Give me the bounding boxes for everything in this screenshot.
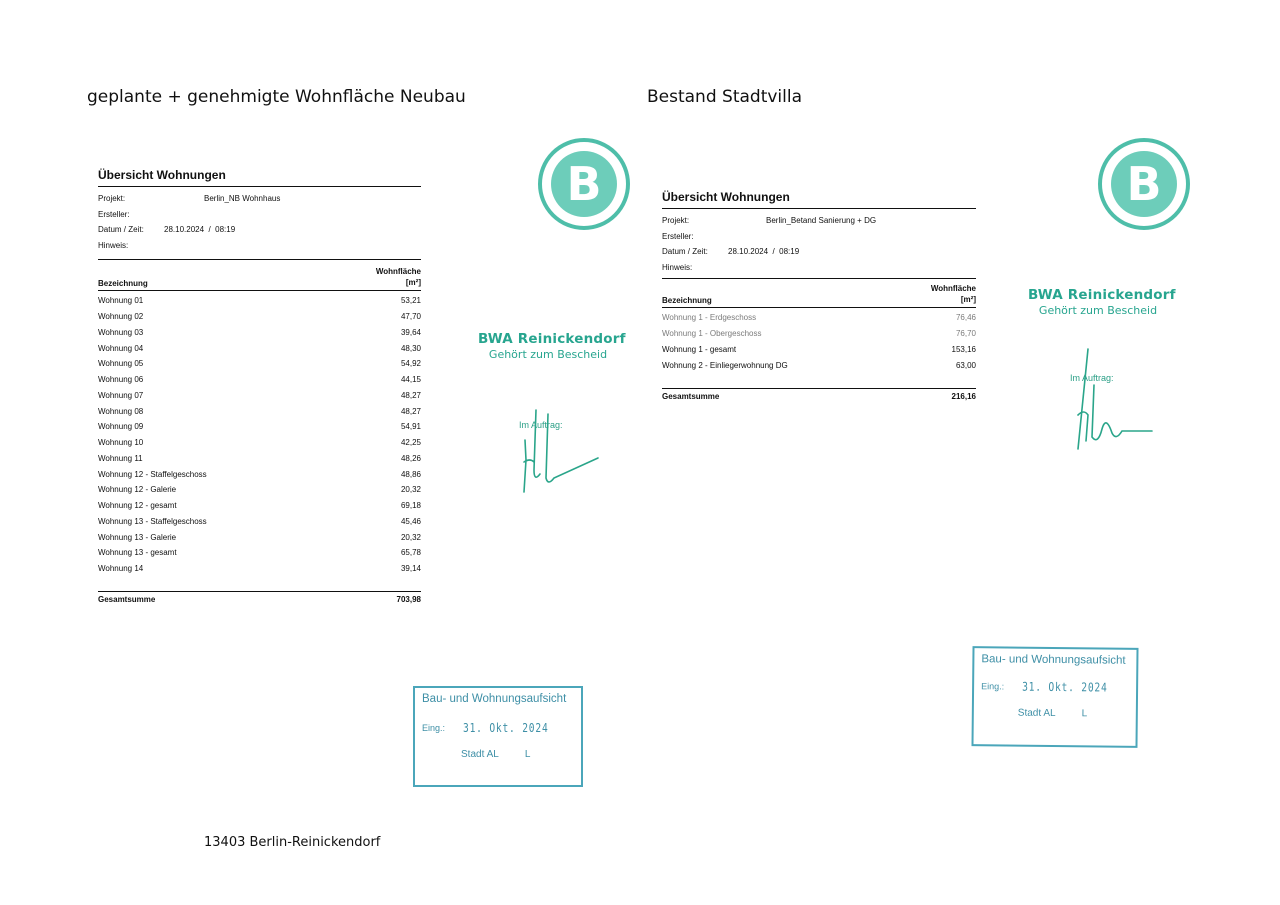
apartment-name: Wohnung 1 - Obergeschoss xyxy=(662,329,762,339)
apartment-name: Wohnung 1 - Erdgeschoss xyxy=(662,313,757,323)
column-header-area-label: Wohnfläche xyxy=(375,267,421,276)
meta-label: Hinweis: xyxy=(662,262,693,272)
bwa-logo-stamp-left xyxy=(537,137,631,231)
column-header-name: Bezeichnung xyxy=(662,296,712,305)
total-row xyxy=(662,388,976,401)
receipt-date-line xyxy=(415,721,581,735)
apartment-name: Wohnung 04 xyxy=(98,343,144,353)
table-row xyxy=(98,340,421,356)
apartment-name: Wohnung 06 xyxy=(98,375,144,385)
receipt-eing-label: Eing.: xyxy=(981,681,1005,692)
apartment-area: 44,15 xyxy=(400,375,421,385)
apartment-area: 153,16 xyxy=(951,344,976,354)
receipt-suffix: L xyxy=(1081,708,1088,720)
column-header-area-label: Wohnfläche xyxy=(930,284,976,293)
receipt-city: Stadt AL xyxy=(1017,707,1056,720)
receipt-date-line xyxy=(974,679,1136,695)
table-row xyxy=(662,342,976,358)
meta-value: Berlin_NB Wohnhaus xyxy=(204,194,281,204)
apartment-area: 20,32 xyxy=(400,485,421,495)
table-row xyxy=(98,293,421,309)
receipt-date: 31. Okt. 2024 xyxy=(463,721,549,735)
apartment-rows xyxy=(98,293,421,577)
table-row xyxy=(98,466,421,482)
sheet-title: Übersicht Wohnungen xyxy=(662,190,976,209)
table-row xyxy=(98,561,421,577)
apartment-name: Wohnung 05 xyxy=(98,359,144,369)
meta-label: Ersteller: xyxy=(662,231,694,241)
meta-value: Berlin_Betand Sanierung + DG xyxy=(766,216,877,226)
meta-label: Hinweis: xyxy=(98,240,129,250)
receipt-stamp-left xyxy=(413,686,583,787)
apartment-area: 39,14 xyxy=(400,564,421,574)
table-header xyxy=(98,259,421,291)
right-section-heading: Bestand Stadtvilla xyxy=(647,87,803,107)
bwa-logo-letter: B xyxy=(566,157,602,211)
apartment-name: Wohnung 12 - Galerie xyxy=(98,485,177,495)
receipt-city: Stadt AL xyxy=(461,749,499,760)
apartment-area: 39,64 xyxy=(400,327,421,337)
apartment-area: 48,27 xyxy=(400,406,421,416)
apartment-name: Wohnung 2 - Einliegerwohnung DG xyxy=(662,360,788,370)
receipt-eing-label: Eing.: xyxy=(422,723,446,733)
table-header xyxy=(662,278,976,308)
total-label: Gesamtsumme xyxy=(98,594,156,604)
apartment-name: Wohnung 12 - Staffelgeschoss xyxy=(98,469,207,479)
meta-label: Datum / Zeit: xyxy=(662,247,708,257)
bwa-name: BWA Reinickendorf xyxy=(1028,287,1176,303)
project-meta xyxy=(662,213,976,275)
table-row xyxy=(98,403,421,419)
apartment-name: Wohnung 01 xyxy=(98,296,144,306)
receipt-stamp-title: Bau- und Wohnungsaufsicht xyxy=(422,693,567,705)
bwa-logo-letter: B xyxy=(1126,157,1162,211)
meta-row-datetime xyxy=(662,244,976,260)
apartment-rows xyxy=(662,310,976,373)
column-header-area xyxy=(376,266,421,288)
bwa-subtitle: Gehört zum Bescheid xyxy=(488,348,608,361)
total-value: 703,98 xyxy=(396,594,421,604)
apartment-name: Wohnung 13 - Staffelgeschoss xyxy=(98,516,207,526)
receipt-stamp-title: Bau- und Wohnungsaufsicht xyxy=(981,653,1126,667)
meta-label: Ersteller: xyxy=(98,209,130,219)
meta-row-note xyxy=(98,238,421,254)
apartment-area: 53,21 xyxy=(400,296,421,306)
table-row xyxy=(98,529,421,545)
table-row xyxy=(98,419,421,435)
table-row xyxy=(662,326,976,342)
meta-row-author xyxy=(662,229,976,245)
apartment-area: 20,32 xyxy=(400,532,421,542)
apartment-area: 76,70 xyxy=(955,329,976,339)
total-value: 216,16 xyxy=(951,392,976,401)
total-row xyxy=(98,591,421,604)
apartment-area: 48,86 xyxy=(400,469,421,479)
apartment-area: 63,00 xyxy=(955,360,976,370)
apartment-name: Wohnung 1 - gesamt xyxy=(662,344,737,354)
apartment-name: Wohnung 08 xyxy=(98,406,144,416)
apartment-name: Wohnung 12 - gesamt xyxy=(98,501,177,511)
apartment-name: Wohnung 14 xyxy=(98,564,144,574)
meta-row-project xyxy=(662,213,976,229)
apartment-area: 45,46 xyxy=(400,516,421,526)
apartment-area: 48,26 xyxy=(400,453,421,463)
signature-left xyxy=(512,400,607,500)
left-section-heading: geplante + genehmigte Wohnfläche Neubau xyxy=(87,87,466,107)
table-row xyxy=(98,435,421,451)
apartment-area: 54,92 xyxy=(400,359,421,369)
receipt-stamp-right xyxy=(971,646,1138,748)
receipt-suffix: L xyxy=(524,749,531,760)
table-row xyxy=(98,545,421,561)
meta-value: 28.10.2024 / 08:19 xyxy=(728,247,800,257)
bwa-name: BWA Reinickendorf xyxy=(478,331,626,347)
table-row xyxy=(98,482,421,498)
receipt-city-line xyxy=(415,749,581,760)
apartment-name: Wohnung 11 xyxy=(98,453,143,463)
apartment-area: 48,27 xyxy=(400,390,421,400)
project-meta xyxy=(98,191,421,253)
meta-label: Datum / Zeit: xyxy=(98,225,144,235)
table-row xyxy=(98,325,421,341)
apartment-area: 69,18 xyxy=(400,501,421,511)
table-row xyxy=(98,451,421,467)
apartment-name: Wohnung 02 xyxy=(98,312,144,322)
meta-label: Projekt: xyxy=(662,216,690,226)
receipt-city-line xyxy=(974,707,1136,720)
meta-value: 28.10.2024 / 08:19 xyxy=(164,225,236,235)
im-auftrag-label-left: Im Auftrag: xyxy=(519,420,563,430)
table-row xyxy=(98,309,421,325)
apartment-name: Wohnung 13 - gesamt xyxy=(98,548,177,558)
apartment-name: Wohnung 07 xyxy=(98,390,144,400)
column-header-unit: [m²] xyxy=(960,295,976,304)
bwa-approval-text-right xyxy=(1028,287,1176,317)
meta-label: Projekt: xyxy=(98,194,126,204)
table-row xyxy=(98,372,421,388)
apartment-name: Wohnung 09 xyxy=(98,422,144,432)
apartment-name: Wohnung 13 - Galerie xyxy=(98,532,177,542)
meta-row-author xyxy=(98,207,421,223)
table-row xyxy=(662,310,976,326)
meta-row-note xyxy=(662,260,976,276)
apartment-name: Wohnung 10 xyxy=(98,438,144,448)
column-header-area xyxy=(931,283,976,305)
bwa-subtitle: Gehört zum Bescheid xyxy=(1038,304,1158,317)
table-row xyxy=(98,356,421,372)
bwa-logo-stamp-right xyxy=(1097,137,1191,231)
footer-address: 13403 Berlin-Reinickendorf xyxy=(204,835,381,850)
table-row xyxy=(98,498,421,514)
apartment-area: 76,46 xyxy=(955,313,976,323)
apartment-area: 42,25 xyxy=(400,438,421,448)
apartment-name: Wohnung 03 xyxy=(98,327,144,337)
im-auftrag-label-right: Im Auftrag: xyxy=(1070,373,1114,383)
column-header-unit: [m²] xyxy=(405,278,421,287)
signature-right xyxy=(1068,345,1158,455)
table-row xyxy=(98,388,421,404)
bwa-approval-text-left xyxy=(478,331,626,361)
apartment-area: 65,78 xyxy=(400,548,421,558)
column-header-name: Bezeichnung xyxy=(98,279,148,288)
sheet-title: Übersicht Wohnungen xyxy=(98,168,421,187)
right-apartment-overview xyxy=(662,190,976,401)
table-row xyxy=(662,357,976,373)
apartment-area: 47,70 xyxy=(400,312,421,322)
total-label: Gesamtsumme xyxy=(662,392,720,401)
meta-row-datetime xyxy=(98,222,421,238)
apartment-area: 48,30 xyxy=(400,343,421,353)
left-apartment-overview xyxy=(98,168,421,604)
table-row xyxy=(98,514,421,530)
meta-row-project xyxy=(98,191,421,207)
apartment-area: 54,91 xyxy=(400,422,421,432)
receipt-date: 31. Okt. 2024 xyxy=(1022,679,1108,695)
